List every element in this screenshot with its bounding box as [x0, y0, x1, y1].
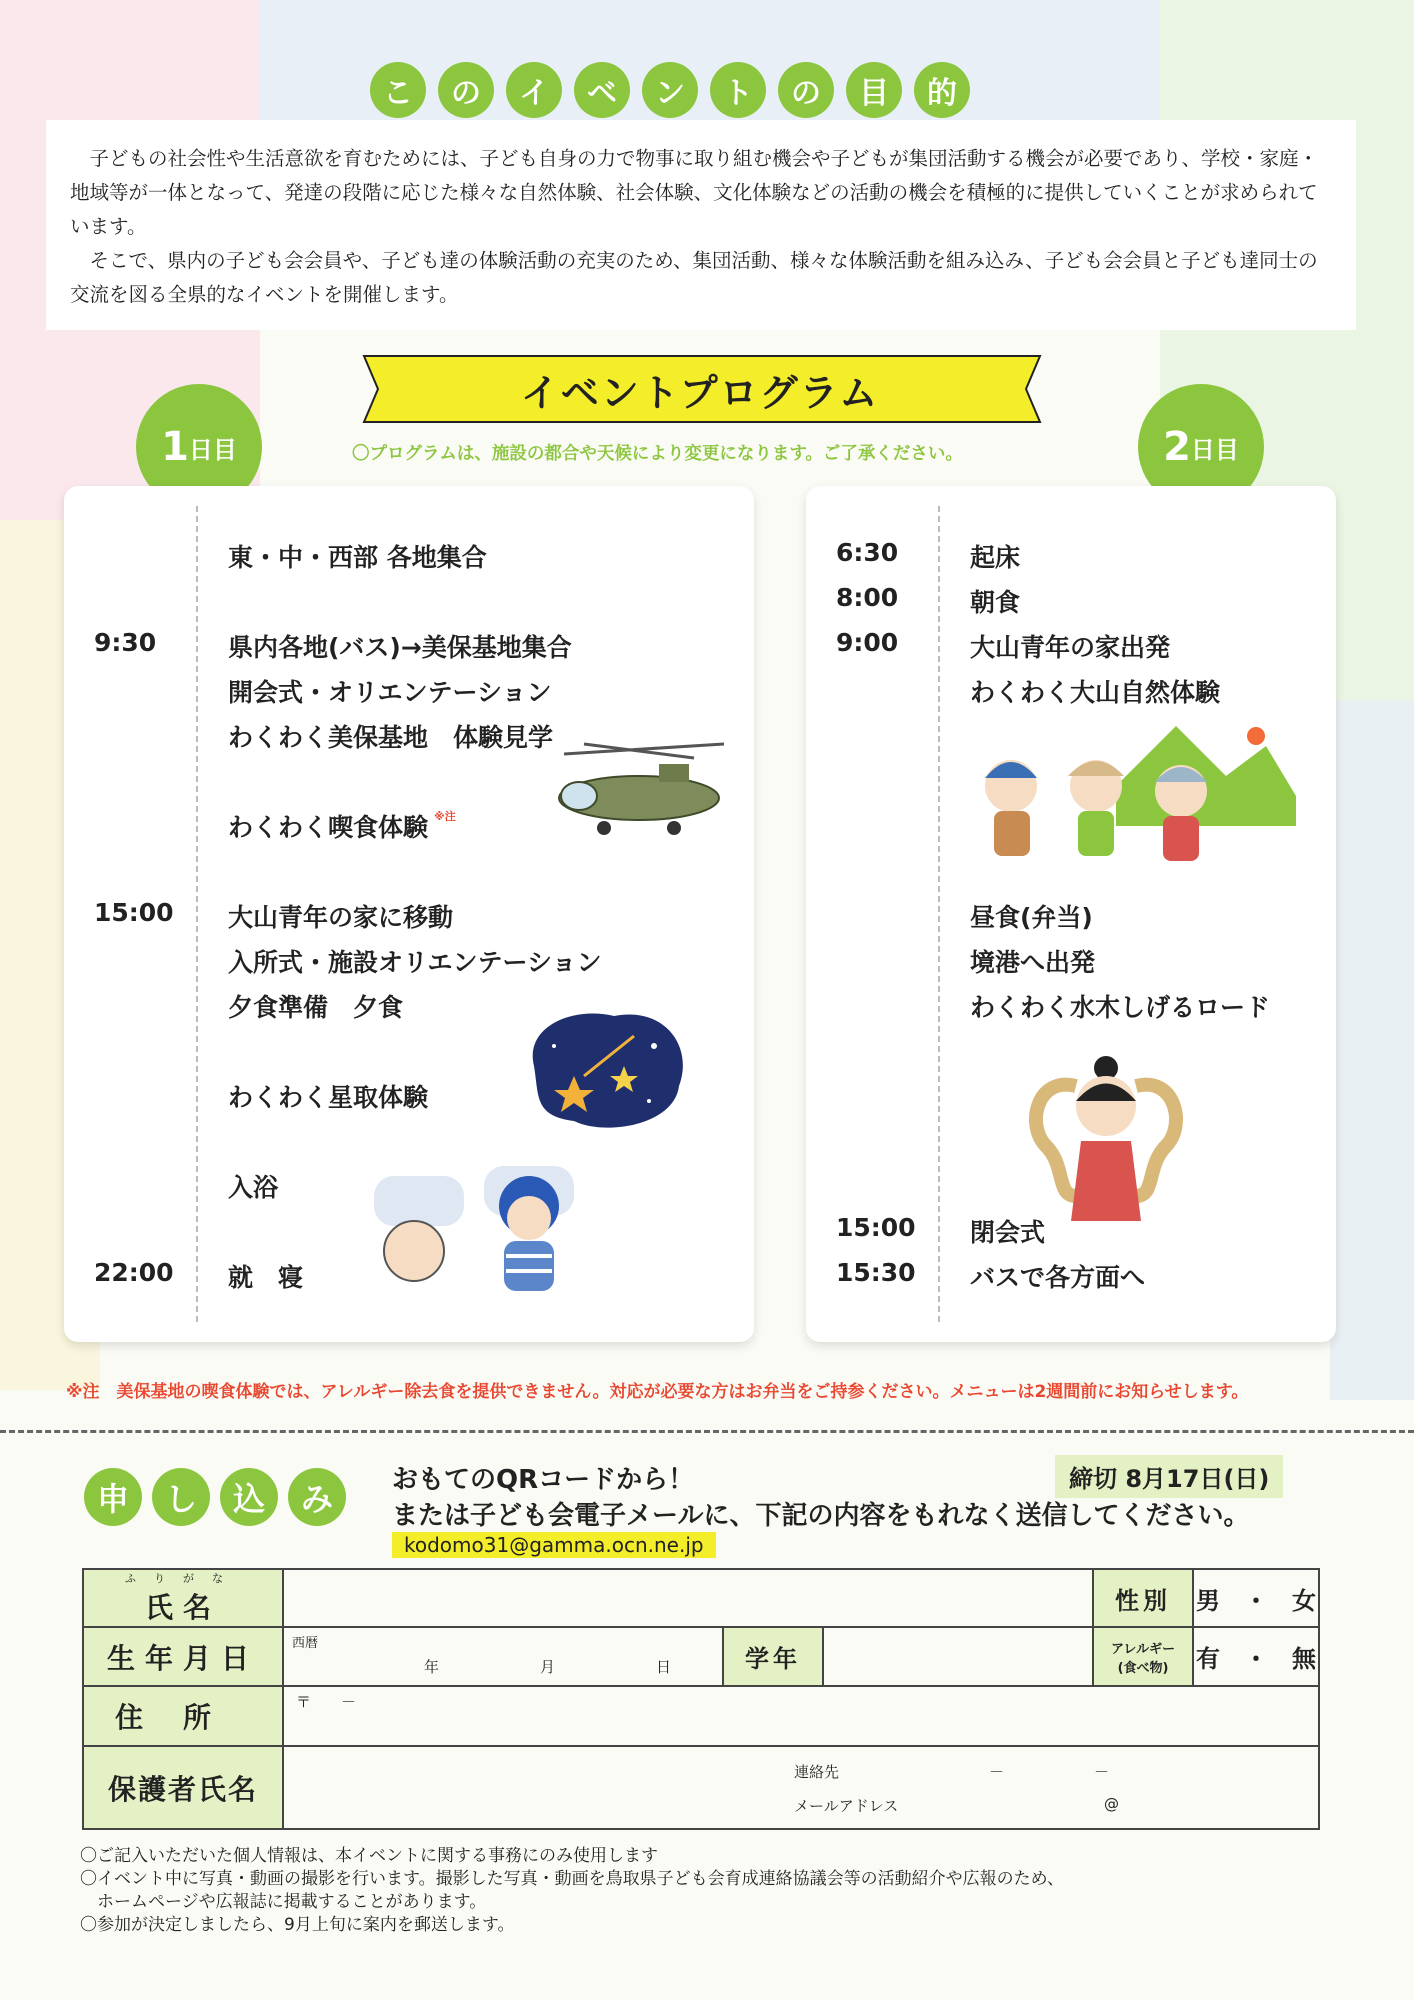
- purpose-paragraph: そこで、県内の子ども会会員や、子ども達の体験活動の充実のため、集団活動、様々な体験活動を組み込み、子ども会会員と子ども達同士の交流を図る全県的なイベントを開催します。: [70, 249, 1318, 306]
- grade-label: 学年: [723, 1627, 823, 1685]
- schedule-activity-text: わくわく喫食体験: [228, 813, 429, 842]
- birth-label: 生年月日: [83, 1627, 283, 1685]
- apply-title-char: み: [288, 1468, 346, 1526]
- name-ruby: ふりがな: [125, 1572, 241, 1586]
- purpose-title-char: ン: [642, 62, 698, 118]
- birth-day: 日: [656, 1658, 672, 1677]
- application-form: [82, 1568, 1320, 1830]
- address-label: 住所: [83, 1686, 283, 1746]
- schedule-activity: 境港へ出発: [970, 948, 1096, 977]
- schedule-activity: わくわく水木しげるロード: [970, 993, 1271, 1022]
- apply-title-char: 込: [220, 1468, 278, 1526]
- schedule-activity: 朝食: [970, 588, 1021, 617]
- gender-label: 性別: [1093, 1569, 1193, 1627]
- purpose-title-char: ト: [710, 62, 766, 118]
- day1-number: 1: [161, 424, 189, 470]
- helicopter-illustration: [544, 736, 734, 846]
- purpose-title-char: イ: [506, 62, 562, 118]
- schedule-activity: 開会式・オリエンテーション: [228, 678, 552, 707]
- footer-note: 〇参加が決定しましたら、9月上旬に案内を郵送します。: [80, 1915, 515, 1935]
- allergy-options[interactable]: 有 ・ 無: [1193, 1627, 1319, 1685]
- schedule-activity: わくわく星取体験: [228, 1083, 429, 1112]
- birth-month: 月: [540, 1658, 556, 1677]
- schedule-activity: 閉会式: [970, 1218, 1046, 1247]
- purpose-title-char: こ: [370, 62, 426, 118]
- allergy-note: ※注 美保基地の喫食体験では、アレルギー除去食を提供できません。対応が必要な方はお弁当をご持参ください。メニューは2週間前にお知らせします。: [66, 1382, 1249, 1402]
- day2-number: 2: [1163, 424, 1191, 470]
- address-field[interactable]: [283, 1686, 1319, 1746]
- schedule-activity: 入浴: [228, 1173, 279, 1202]
- email-label: メールアドレス: [794, 1797, 899, 1816]
- apply-line2: または子ども会電子メールに、下記の内容をもれなく送信してください。: [392, 1501, 1250, 1531]
- schedule-time: 15:00: [836, 1213, 916, 1242]
- name-label-cell: [83, 1569, 283, 1627]
- guardian-field[interactable]: [283, 1746, 1319, 1829]
- schedule-activity: 昼食(弁当): [970, 903, 1093, 932]
- schedule-time: 8:00: [836, 583, 899, 612]
- program-title: イベントプログラム: [520, 370, 880, 415]
- schedule-activity: 入所式・施設オリエンテーション: [228, 948, 602, 977]
- apply-title-char: し: [152, 1468, 210, 1526]
- schedule-activity: わくわく大山自然体験: [970, 678, 1221, 707]
- purpose-title-char: の: [438, 62, 494, 118]
- sleeping-kids-illustration: [364, 1156, 594, 1306]
- gender-options[interactable]: 男 ・ 女: [1193, 1569, 1319, 1627]
- guardian-label: 保護者氏名: [83, 1746, 283, 1829]
- name-label: 氏名: [144, 1591, 221, 1625]
- purpose-text-box: [46, 120, 1356, 330]
- schedule-activity: 大山青年の家出発: [970, 633, 1171, 662]
- schedule-time: 6:30: [836, 538, 899, 567]
- footer-note: 〇イベント中に写真・動画の撮影を行います。撮影した写真・動画を鳥取県子ども会育成連絡協議会等の活動紹介や広報のため、: [80, 1869, 1064, 1889]
- contact-dashes: － －: [989, 1763, 1110, 1782]
- schedule-activity: 就 寝: [228, 1263, 304, 1292]
- schedule-time: 15:00: [94, 898, 174, 927]
- schedule-activity: わくわく美保基地 体験見学: [228, 723, 554, 752]
- star-sky-illustration: [514, 1006, 694, 1136]
- schedule-time: 9:30: [94, 628, 157, 657]
- purpose-title-char: 的: [914, 62, 970, 118]
- schedule-time: 22:00: [94, 1258, 174, 1287]
- allergy-label-cell: [1093, 1627, 1193, 1685]
- footer-note: 〇ご記入いただいた個人情報は、本イベントに関する事務にのみ使用します: [80, 1846, 658, 1866]
- purpose-title-char: ベ: [574, 62, 630, 118]
- day2-schedule-card: [806, 486, 1336, 1342]
- grade-field[interactable]: [823, 1627, 1093, 1685]
- schedule-activity: 県内各地(バス)→美保基地集合: [228, 633, 572, 662]
- schedule-activity: 大山青年の家に移動: [228, 903, 454, 932]
- program-change-note: 〇プログラムは、施設の都合や天候により変更になります。ご了承ください。: [352, 444, 963, 464]
- purpose-paragraph: 子どもの社会性や生活意欲を育むためには、子ども自身の力で物事に取り組む機会や子どもが集団活動する機会が必要であり、学校・家庭・地域等が一体となって、発達の段階に応じた様々な自然体験、社会体験、文化体験などの活動の機会を積極的に提供していくことが求められています。: [70, 147, 1319, 238]
- woman-illustration: [1016, 1046, 1196, 1226]
- schedule-activity: 夕食準備 夕食: [228, 993, 404, 1022]
- schedule-activity: [228, 808, 456, 844]
- footer-notes: [80, 1845, 1064, 1937]
- schedule-time: 15:30: [836, 1258, 916, 1287]
- cut-line: [0, 1430, 1414, 1433]
- schedule-activity: バスで各方面へ: [970, 1263, 1146, 1292]
- footer-note: ホームページや広報誌に掲載することがあります。: [80, 1892, 487, 1912]
- purpose-title-char: の: [778, 62, 834, 118]
- day2-suffix: 日目: [1190, 435, 1239, 464]
- apply-line1: おもてのQRコードから！: [392, 1465, 695, 1495]
- allergy-label: アレルギー: [1110, 1641, 1176, 1657]
- apply-title: [84, 1468, 346, 1526]
- day1-divider: [196, 506, 198, 1322]
- contact-email-link[interactable]: kodomo31@gamma.ocn.ne.jp: [392, 1532, 716, 1558]
- program-banner: [350, 350, 1050, 428]
- birth-field[interactable]: [283, 1627, 723, 1685]
- name-field[interactable]: [283, 1569, 1093, 1627]
- schedule-activity: 起床: [970, 543, 1021, 572]
- schedule-activity: 東・中・西部 各地集合: [228, 543, 487, 572]
- purpose-title-char: 目: [846, 62, 902, 118]
- schedule-time: 9:00: [836, 628, 899, 657]
- at-mark: @: [1104, 1795, 1119, 1814]
- day1-suffix: 日目: [188, 435, 237, 464]
- deadline-badge: 締切 8月17日(日): [1055, 1455, 1283, 1498]
- purpose-title: [370, 62, 970, 118]
- birth-year: 年: [424, 1658, 440, 1677]
- day2-divider: [938, 506, 940, 1322]
- postal-mark: 〒 －: [296, 1692, 357, 1711]
- birth-era: 西暦: [292, 1636, 319, 1652]
- contact-label: 連絡先: [794, 1763, 840, 1782]
- allergy-sub: (食べ物): [1117, 1660, 1169, 1676]
- day1-schedule-card: [64, 486, 754, 1342]
- apply-title-char: 申: [84, 1468, 142, 1526]
- bg-panel-blue2: [1330, 700, 1414, 1400]
- note-mark: ※注: [434, 810, 456, 823]
- hikers-illustration: [966, 716, 1296, 876]
